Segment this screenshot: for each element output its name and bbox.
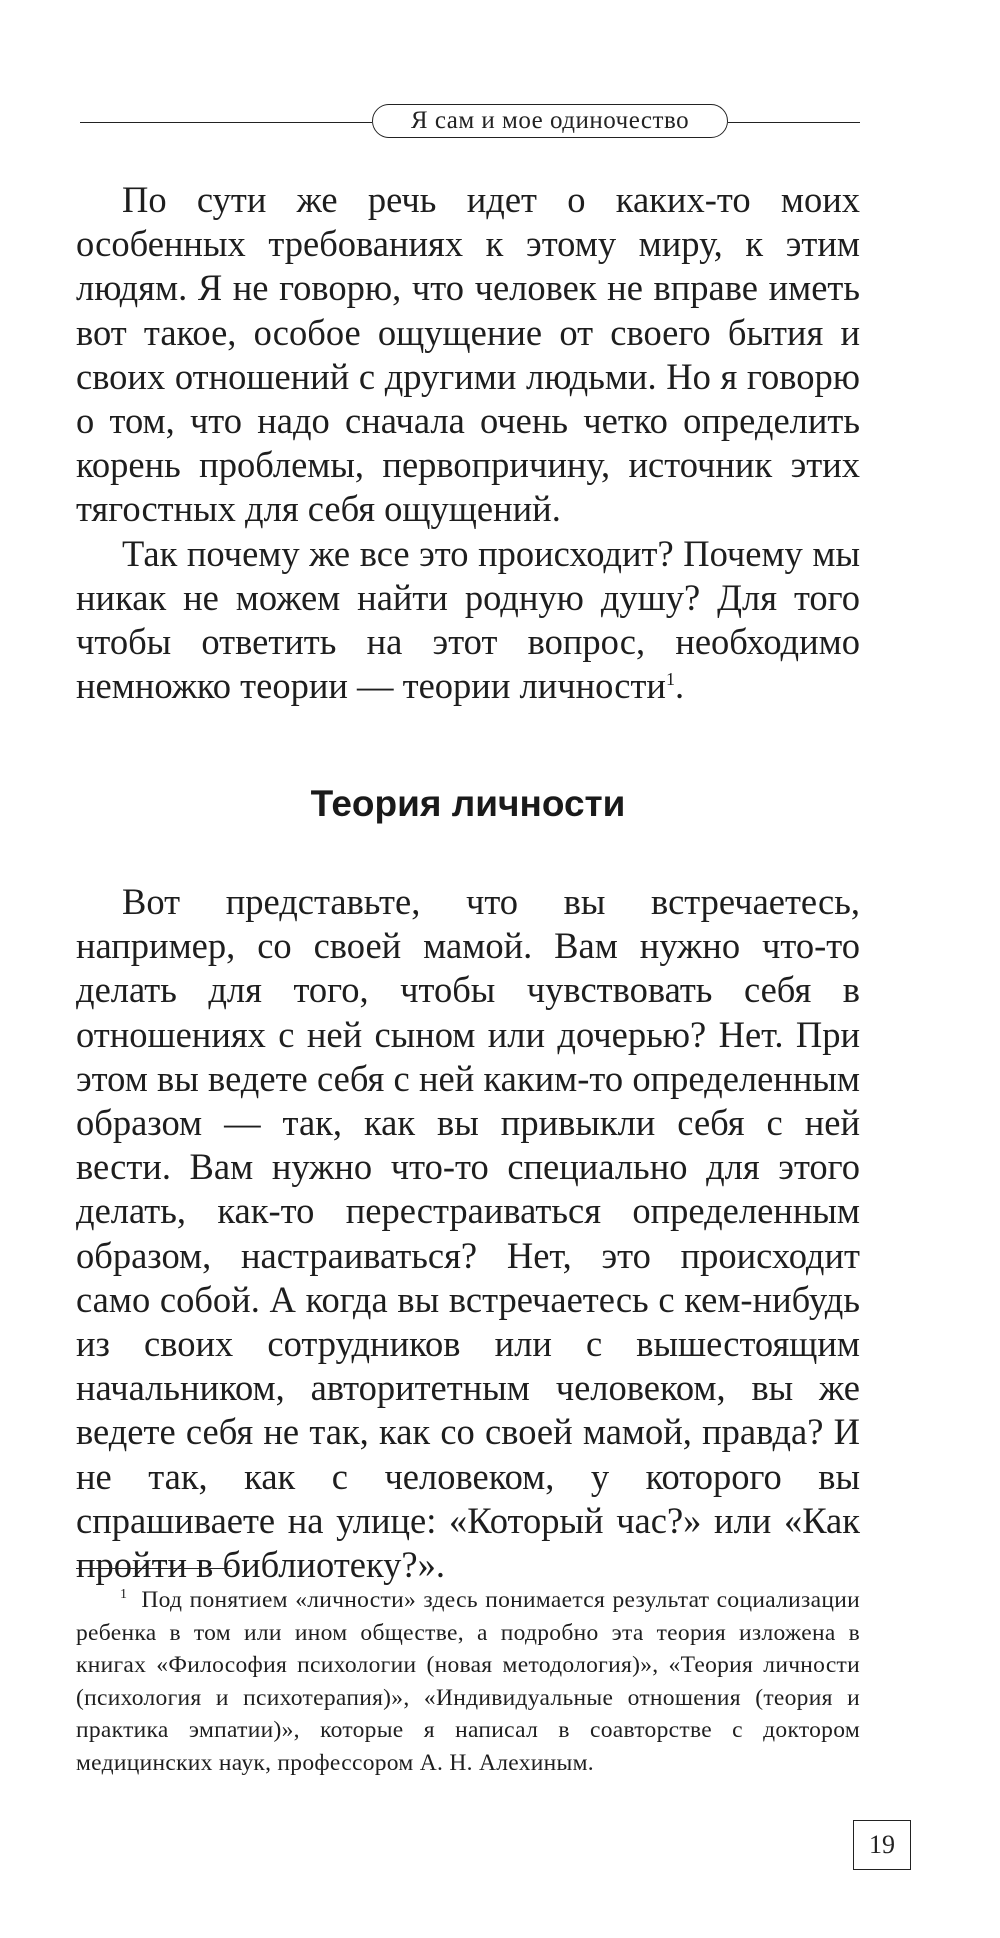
page-number: 19 — [853, 1820, 911, 1870]
footnote — [76, 1584, 860, 1779]
paragraph-tail: . — [674, 665, 685, 707]
paragraph: Вот представьте, что вы встречаетесь, например, со своей мамой. Вам нужно что-то делать для того, чтобы чувствовать себя в отношениях с ней сыном или дочерью? Нет. При этом вы ведете себя с ней каким-то определенным образом — так, как вы привыкли себя с ней вести. Вам нужно что-то специально для этого делать, как-то перестраиваться определенным образом, настраиваться? Нет, это происходит само собой. А когда вы встречаетесь с кем-нибудь из своих сотрудников или с вышестоящим начальником, авторитетным человеком, вы же ведете себя не так, как со своей мамой, правда? И не так, как с человеком, у которого вы спрашиваете на улице: «Который час?» или «Как пройти в библиотеку?». — [76, 881, 860, 1586]
running-head-rule-right — [728, 122, 860, 123]
running-head-title: Я сам и мое одиночество — [372, 104, 728, 138]
footnote-reference[interactable]: 1 — [665, 669, 675, 690]
footnote-number: 1 — [120, 1587, 128, 1603]
paragraph-text: Так почему же все это происходит? Почему мы никак не можем найти родную душу? Для того чтобы ответить на этот вопрос, необходимо немножко теории — теории личности — [76, 532, 860, 707]
section-heading: Теория личности — [310, 783, 626, 824]
footnote-text: Под понятием «личности» здесь понимается результат социализации ребенка в том или ином обществе, а подробно эта теория изложена в книгах «Философия психологии (новая методология)», «Теория личности (психология и психотерапия)», «Индивидуальные отношения (теория и практика эмпатии)», которые я написал в соавторстве с доктором медицинских наук, профессором А. Н. Алехиным. — [76, 1587, 860, 1776]
footnote-separator — [76, 1568, 232, 1569]
text-block-theory — [76, 880, 860, 1587]
running-head — [80, 104, 860, 140]
running-head-rule-left — [80, 122, 372, 123]
paragraph: По сути же речь идет о каких-то моих особенных требованиях к этому миру, к этим людям. Я не говорю, что человек не вправе иметь вот такое, особое ощущение от своего бытия и своих отношений с другими людьми. Но я говорю о том, что надо сначала очень четко определить корень проблемы, первопричину, источник этих тягостных для себя ощущений. — [76, 179, 860, 530]
paragraph-with-footnote — [76, 532, 860, 709]
text-block-intro — [76, 178, 860, 708]
